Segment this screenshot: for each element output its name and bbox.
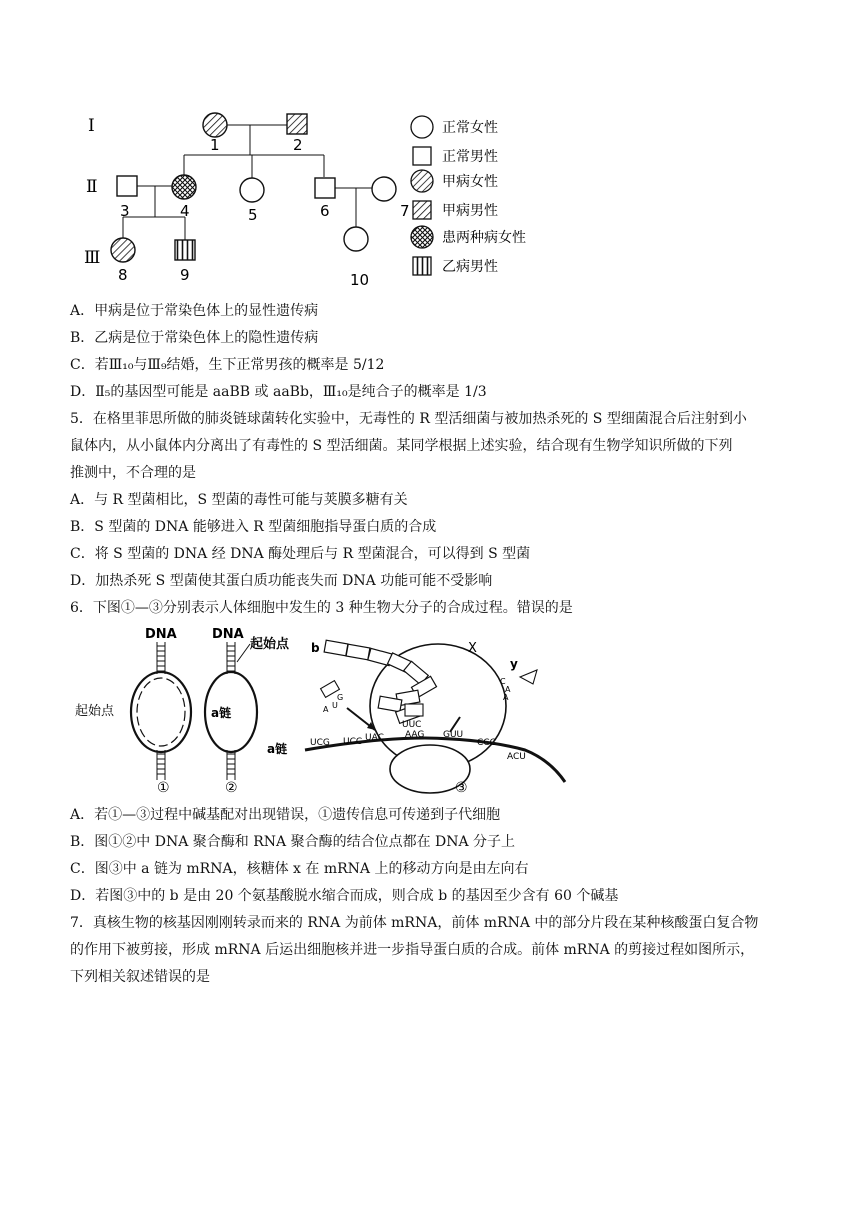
fig3-x-label: X [468,641,477,656]
fig3-a-chain-label: a链 [267,742,288,756]
fig3-trna-left [321,681,375,730]
q6-option-d: D．若图③中的 b 是由 20 个氨基酸脱水缩合而成，则合成 b 的基因至少含有 60 个碱基 [70,888,619,904]
codon-7: ACU [507,752,526,762]
fig3-circled-number: ③ [455,780,468,796]
legend-disease-b-male-icon [413,257,431,275]
codon-1: UCG [310,738,330,748]
q5-option-d: D．加热杀死 S 型菌使其蛋白质功能丧失而 DNA 功能可能不受影响 [70,573,493,589]
codon-6: CCC [477,738,496,748]
fig3-anticodon: UUC [402,720,422,730]
q6-stem: 6．下图①—③分别表示人体细胞中发生的 3 种生物大分子的合成过程。错误的是 [70,600,573,616]
generation-label-3: Ⅲ [84,248,101,268]
legend-normal-female-icon [411,116,433,138]
individual-9 [175,240,195,260]
legend-label-5: 患两种病女性 [442,230,526,246]
individual-label-7: 7 [400,202,410,220]
svg-text:A: A [323,705,329,714]
individual-label-4: 4 [180,202,190,220]
svg-text:A: A [505,685,511,694]
individual-10 [344,227,368,251]
individual-label-2: 2 [293,136,303,154]
fig1-circled-number: ① [157,780,170,796]
svg-text:C: C [500,677,506,686]
individual-label-1: 1 [210,136,220,154]
codon-3: UAC [365,733,384,743]
pedigree-figure [70,105,630,305]
codon-2: UCC [343,737,363,747]
legend-label-2: 正常男性 [442,149,498,165]
q7-stem-line-3: 下列相关叙述错误的是 [70,969,210,985]
legend-both-diseases-female-icon [411,226,433,248]
fig1-dna-ladder [157,642,165,780]
codon-4: AAG [405,730,425,740]
individual-label-3: 3 [120,202,130,220]
fig2-circled-number: ② [225,780,238,796]
fig2-origin-label: 起始点 [250,637,290,652]
generation-label-1: Ⅰ [88,116,95,136]
individual-8 [111,238,135,262]
q4-option-b: B．乙病是位于常染色体上的隐性遗传病 [70,330,319,346]
fig3-trna-y [500,670,537,702]
svg-text:G: G [337,693,344,702]
q7-stem-line-1: 7．真核生物的核基因刚刚转录而来的 RNA 为前体 mRNA，前体 mRNA 中的部分片段在某种核酸蛋白复合物 [70,915,759,931]
q4-option-a: A．甲病是位于常染色体上的显性遗传病 [70,303,319,319]
svg-text:U: U [332,701,338,710]
individual-7 [372,177,396,201]
generation-label-2: Ⅱ [86,177,98,197]
individual-label-9: 9 [180,266,190,284]
legend-normal-male-icon [413,147,431,165]
q5-option-c: C．将 S 型菌的 DNA 经 DNA 酶处理后与 R 型菌混合，可以得到 S 型菌 [70,546,531,562]
individual-label-5: 5 [248,206,258,224]
molecular-synthesis-figure [75,622,595,797]
individual-3 [117,176,137,196]
q5-option-b: B．S 型菌的 DNA 能够进入 R 型菌细胞指导蛋白质的合成 [70,519,437,535]
fig1-origin-label: 起始点 [75,704,115,719]
legend-label-1: 正常女性 [442,120,498,136]
fig2-a-chain-label: a链 [211,706,232,720]
q6-option-b: B．图①②中 DNA 聚合酶和 RNA 聚合酶的结合位点都在 DNA 分子上 [70,834,516,850]
individual-label-10: 10 [350,271,370,289]
q5-stem-line-3: 推测中，不合理的是 [70,465,196,481]
fig1-replication-bubble [131,672,191,752]
codon-5: GUU [443,730,464,740]
legend-label-4: 甲病男性 [442,203,498,219]
fig3-b-label: b [311,641,320,655]
individual-2 [287,114,307,134]
q4-option-d: D．Ⅱ₅的基因型可能是 aaBB 或 aaBb，Ⅲ₁₀是纯合子的概率是 1/3 [70,384,487,400]
q5-stem-line-1: 5．在格里菲思所做的肺炎链球菌转化实验中，无毒性的 R 型活细菌与被加热杀死的 S 型细菌混合后注射到小 [70,411,747,427]
legend-label-6: 乙病男性 [442,259,498,275]
fig1-dna-label: DNA [145,627,177,642]
q7-stem-line-2: 的作用下被剪接，形成 mRNA 后运出细胞核并进一步指导蛋白质的合成。前体 mRNA 的剪接过程如图所示， [70,942,755,958]
individual-6 [315,178,335,198]
individual-5 [240,178,264,202]
individual-label-8: 8 [118,266,128,284]
legend-disease-a-male-icon [413,201,431,219]
individual-label-6: 6 [320,202,330,220]
q6-option-a: A．若①—③过程中碱基配对出现错误，①遗传信息可传递到子代细胞 [70,807,501,823]
individual-4 [172,175,196,199]
legend-label-3: 甲病女性 [442,174,498,190]
q6-option-c: C．图③中 a 链为 mRNA，核糖体 x 在 mRNA 上的移动方向是由左向右 [70,861,529,877]
fig2-dna-label: DNA [212,627,244,642]
q5-option-a: A．与 R 型菌相比，S 型菌的毒性可能与荚膜多糖有关 [70,492,408,508]
fig3-y-label: y [510,657,518,671]
svg-text:A: A [503,693,509,702]
individual-1 [203,113,227,137]
q5-stem-line-2: 鼠体内，从小鼠体内分离出了有毒性的 S 型活细菌。某同学根据上述实验，结合现有生物学知识所做的下列 [70,438,733,454]
q4-option-c: C．若Ⅲ₁₀与Ⅲ₉结婚，生下正常男孩的概率是 5/12 [70,357,385,373]
legend-disease-a-female-icon [411,170,433,192]
